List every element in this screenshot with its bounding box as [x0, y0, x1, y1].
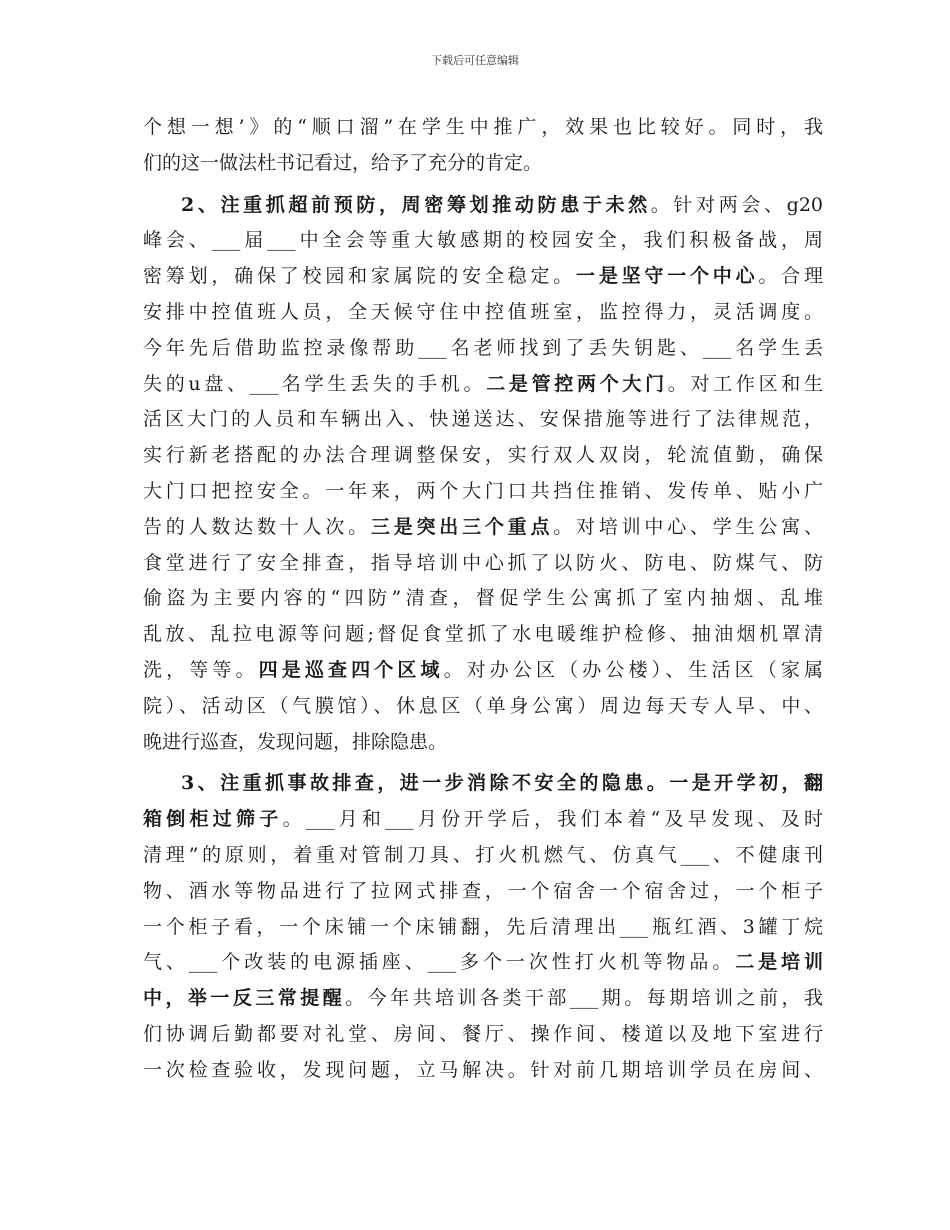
text-line — [143, 981, 823, 1017]
text-line: 们的这一做法杜书记看过，给予了充分的肯定。 — [143, 151, 543, 174]
text-span: 。对培训中心、学生公寓、 — [553, 515, 823, 538]
text-line: 活区大门的人员和车辆出入、快递送达、安保措施等进行了法律规范， — [143, 408, 823, 431]
text-line: 食堂进行了安全排查，指导培训中心抓了以防火、防电、防煤气、防 — [143, 551, 823, 574]
text-line — [143, 259, 823, 295]
point-heading: 三是突出三个重点 — [370, 515, 554, 538]
text-line — [143, 188, 823, 224]
text-span: 。___月和___月份开学后，我们本着“及早发现、及时 — [282, 808, 823, 831]
text-line — [143, 802, 823, 838]
text-line: 晚进行巡查，发现问题，排除隐患。 — [143, 730, 448, 753]
text-line: 实行新老搭配的办法合理调整保安，实行双人双岗，轮流值勤，确保 — [143, 444, 823, 467]
text-span: 。针对两会、g20 — [650, 193, 823, 216]
text-span: 告的人数达数十人次。 — [143, 515, 371, 538]
text-line: 偷盗为主要内容的“四防”清查，督促学生公寓抓了室内抽烟、乱堆 — [143, 587, 823, 610]
text-span: 。合理 — [758, 265, 823, 288]
page-header-note: 下载后可任意编辑 — [431, 54, 519, 67]
text-span: 失的u盘、___名学生丢失的手机。 — [143, 372, 487, 395]
text-line: 一次检查验收，发现问题，立马解决。针对前几期培训学员在房间、 — [143, 1058, 823, 1081]
text-line: 安排中控值班人员，全天候守住中控值班室，监控得力，灵活调度。 — [143, 300, 823, 323]
text-line: 个想一想’》的“顺口溜”在学生中推广，效果也比较好。同时，我 — [143, 116, 823, 138]
text-span: 。对工作区和生 — [667, 372, 823, 395]
point-heading: 四是巡查四个区域 — [258, 658, 444, 681]
text-line: 峰会、___届___中全会等重大敏感期的校园安全，我们积极备战，周 — [143, 229, 823, 252]
text-line: 清理”的原则，着重对管制刀具、打火机燃气、仿真气___、不健康刊 — [143, 843, 823, 866]
text-span: 。今年共培训各类干部___期。每期培训之前，我 — [345, 987, 823, 1010]
text-line: 院）、活动区（气膜馆）、休息区（单身公寓）周边每天专人早、中、 — [143, 694, 823, 717]
point-heading: 中，举一反三常提醒 — [143, 987, 346, 1010]
text-span: 密筹划，确保了校园和家属院的安全稳定。 — [143, 265, 577, 288]
text-span: 气、___个改装的电源插座、___多个一次性打火机等物品。 — [143, 951, 736, 974]
point-heading: 箱倒柜过筛子 — [143, 808, 283, 831]
text-line: 今年先后借助监控录像帮助___名老师找到了丢失钥匙、___名学生丢 — [143, 336, 823, 359]
text-line: 乱放、乱拉电源等问题;督促食堂抓了水电暖维护检修、抽油烟机罩清 — [143, 623, 823, 646]
text-line: 们协调后勤都要对礼堂、房间、餐厅、操作间、楼道以及地下室进行 — [143, 1022, 823, 1045]
text-span: 。对办公区（办公楼）、生活区（家属 — [443, 658, 823, 681]
section-heading-3: 3、注重抓事故排查，进一步消除不安全的隐患。一是开学初，翻 — [181, 772, 823, 795]
text-line: 一个柜子看，一个床铺一个床铺翻，先后清理出___瓶红酒、3罐丁烷 — [143, 915, 823, 938]
text-line: 大门口把控安全。一年来，两个大门口共挡住推销、发传单、贴小广 — [143, 479, 823, 502]
point-heading: 二是管控两个大门 — [486, 372, 668, 395]
text-line — [143, 945, 823, 981]
text-line: 物、酒水等物品进行了拉网式排查，一个宿舍一个宿舍过，一个柜子 — [143, 879, 823, 902]
point-heading: 二是培训 — [735, 951, 823, 974]
point-heading: 一是坚守一个中心 — [576, 265, 759, 288]
document-body — [143, 110, 823, 1089]
text-line — [143, 510, 823, 546]
text-span: 洗，等等。 — [143, 658, 259, 681]
text-line — [143, 653, 823, 689]
text-line — [143, 367, 823, 403]
section-heading-2: 2、注重抓超前预防，周密筹划推动防患于未然 — [181, 193, 651, 216]
